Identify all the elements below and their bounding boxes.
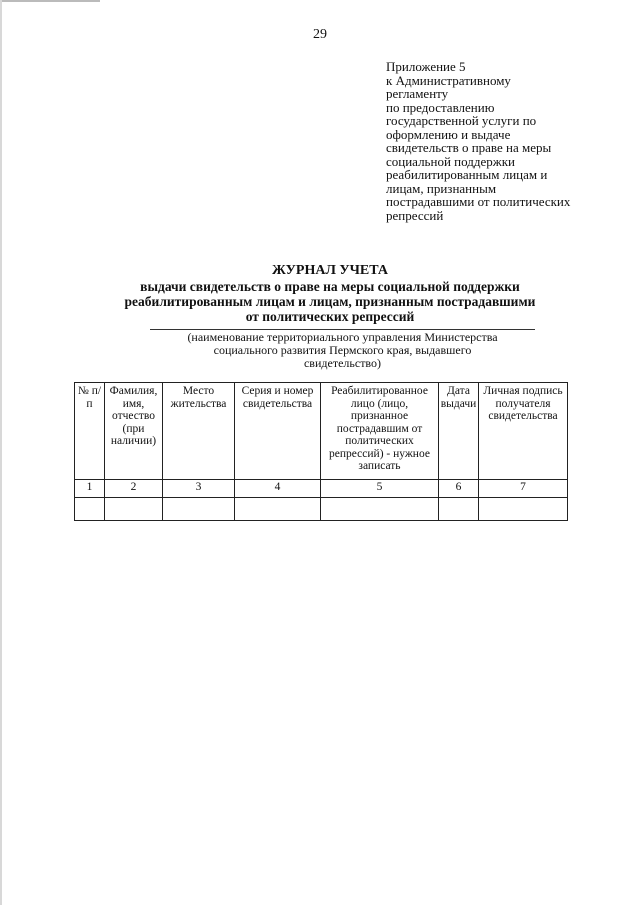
column-header-full-name: Фамилия, имя, отчество (при наличии)	[105, 383, 163, 480]
title-sub-line: от политических репрессий	[245, 309, 415, 324]
title-sub-line: реабилитированным лицам и лицам, признанным пострадавшими	[124, 294, 536, 309]
appendix-line: по предоставлению	[386, 99, 495, 115]
title-main: ЖУРНАЛ УЧЕТА	[271, 263, 389, 278]
page-number: 29	[313, 27, 327, 42]
column-number: 5	[321, 480, 439, 498]
table-header-row	[75, 383, 568, 480]
column-header-certificate-number: Серия и номер свидетельства	[235, 383, 321, 480]
table-cell	[235, 498, 321, 521]
caption-line: свидетельство)	[303, 356, 382, 370]
column-number: 3	[163, 480, 235, 498]
appendix-line: регламенту	[386, 86, 449, 101]
caption-line: (наименование территориального управления Министерства	[187, 330, 498, 344]
journal-title	[60, 263, 600, 324]
appendix-line: государственной услуги по	[386, 113, 537, 128]
column-number: 2	[105, 480, 163, 498]
appendix-line: оформлению и выдаче	[386, 126, 511, 142]
column-header-residence: Место жительства	[163, 383, 235, 480]
scan-edge-top	[0, 0, 100, 2]
table-row	[75, 498, 568, 521]
column-header-number: № п/п	[75, 383, 105, 480]
appendix-line: репрессий	[386, 207, 444, 223]
appendix-line: к Административному	[386, 72, 511, 88]
column-number: 1	[75, 480, 105, 498]
table-cell	[321, 498, 439, 521]
table-cell	[163, 498, 235, 521]
title-sub-line: выдачи свидетельств о праве на меры социальной поддержки	[140, 279, 520, 294]
column-header-issue-date: Дата выдачи	[439, 383, 479, 480]
appendix-line: реабилитированным лицам и	[386, 167, 548, 182]
appendix-line: социальной поддержки	[386, 153, 515, 169]
appendix-note	[386, 60, 626, 222]
appendix-line: Приложение 5	[386, 59, 466, 74]
table-cell	[75, 498, 105, 521]
column-header-person-status: Реабилитированное лицо (лицо, признанное пострадавшим от политических репрессий) - нужное записать	[321, 383, 439, 480]
appendix-line: пострадавшими от политических	[386, 194, 571, 209]
column-number: 4	[235, 480, 321, 498]
table-cell	[105, 498, 163, 521]
journal-table	[74, 382, 568, 521]
table-cell	[439, 498, 479, 521]
column-number: 7	[479, 480, 568, 498]
column-header-signature: Личная подпись получателя свидетельства	[479, 383, 568, 480]
column-number: 6	[439, 480, 479, 498]
organization-caption	[150, 331, 535, 370]
column-number-row	[75, 480, 568, 498]
table-cell	[479, 498, 568, 521]
appendix-line: лицам, признанным	[386, 180, 497, 196]
caption-line: социального развития Пермского края, выдавшего	[213, 343, 472, 357]
scan-edge-left	[0, 0, 2, 905]
appendix-line: свидетельств о праве на меры	[386, 140, 552, 155]
